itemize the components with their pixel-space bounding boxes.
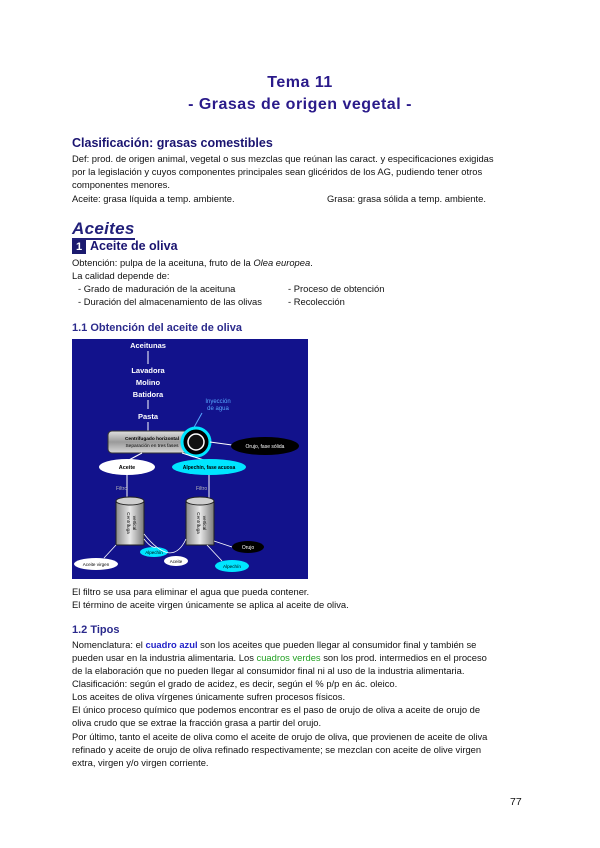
tipos-heading: 1.2 Tipos (72, 624, 120, 636)
tipos-line: Por último, tanto el aceite de oliva como el aceite de orujo de oliva, que provienen de aceite de oliva (72, 731, 488, 742)
alpechin-small-label: Alpechín (145, 550, 163, 555)
cylinder-top (186, 497, 214, 505)
factor-item: - Duración del almacenamiento de las olivas (78, 296, 262, 307)
grasa-definition: Grasa: grasa sólida a temp. ambiente. (327, 193, 486, 204)
aceite-virgen-note: El término de aceite virgen únicamente se aplica al aceite de oliva. (72, 599, 349, 610)
centrifuga-label: vertical (202, 515, 207, 531)
tipos-line: refinado y aceite de orujo de oliva refinado respectivamente; se mezclan con aceite de olive virgen (72, 744, 482, 755)
orujo-small-label: Orujo (241, 545, 255, 551)
aceite-oliva-heading: Aceite de oliva (90, 239, 178, 253)
centrifugado-label: Centrifugado horizontal (124, 437, 180, 442)
flow-arrow (210, 442, 232, 445)
factor-item: - Grado de maduración de la aceituna (78, 283, 236, 294)
centrifuga-label: Centrífuga (196, 512, 201, 534)
filtro-label: Filtro (196, 486, 208, 492)
alpechin-bottom-label: Alpechín (223, 564, 241, 569)
section-number-badge: 1 (72, 240, 86, 254)
aceites-heading: Aceites (72, 219, 135, 238)
step-pasta: Pasta (137, 412, 159, 421)
inyeccion-label: Inyección (205, 399, 231, 405)
step-lavadora: Lavadora (131, 366, 165, 375)
alpechin-node-label: Alpechín, fase acuosa (182, 465, 236, 471)
process-diagram-svg (72, 339, 308, 579)
tipos-line: oliva crudo que se extrae la fracción grasa a partir del orujo. (72, 717, 322, 728)
aceite-small-label: Aceite (169, 559, 183, 564)
flow-arrow (144, 539, 156, 547)
inyeccion-label: de agua (207, 406, 229, 412)
page-title: Tema 11 (267, 74, 333, 91)
flow-arrow (104, 545, 116, 558)
aceite-node-label: Aceite (118, 465, 136, 471)
factor-item: - Recolección (288, 296, 345, 307)
definition-line-3: componentes menores. (72, 179, 170, 190)
tipos-line: extra, virgen y/o virgen corriente. (72, 757, 209, 768)
step-batidora: Batidora (132, 390, 164, 399)
tipos-line: pueden usar en la industria alimentaria. Los cuadros verdes son los prod. intermedios en el proceso (72, 652, 487, 663)
tipos-line: El único proceso químico que podemos encontrar es el paso de orujo de oliva a aceite de orujo de (72, 704, 481, 715)
flow-arrow (207, 545, 222, 561)
centrifuge-core (188, 434, 204, 450)
page-subtitle: - Grasas de origen vegetal - (188, 96, 412, 113)
tipos-line: Clasificación: según el grado de acidez, es decir, según el % p/p en ác. oleico. (72, 678, 398, 689)
step-molino: Molino (135, 378, 161, 387)
centrifugado-label: Separación en tres fases (125, 444, 179, 449)
tipos-line: Los aceites de oliva vírgenes únicamente sufren procesos físicos. (72, 691, 346, 702)
step-aceitunas: Aceitunas (130, 341, 166, 350)
cylinder-top (116, 497, 144, 505)
olive-oil-process-diagram (72, 339, 308, 579)
definition-line-1: Def: prod. de origen animal, vegetal o sus mezclas que reúnan las caract. y especificaciones exigidas (72, 153, 494, 164)
factor-item: - Proceso de obtención (288, 283, 385, 294)
clasificacion-heading: Clasificación: grasas comestibles (72, 136, 273, 150)
aceite-virgen-label: Aceite virgen (82, 562, 110, 567)
orujo-fase-label: Orujo, fase sólida (245, 444, 285, 450)
centrifuga-label: Centrífuga (126, 512, 131, 534)
tipos-line: de la elaboración que no pueden llegar al consumidor final ni al uso de la industria alimentaria. (72, 665, 465, 676)
definition-line-2: por la legislación y cuyos componentes principales sean glicéridos de los AG, pudiendo tener otros (72, 166, 483, 177)
calidad-text: La calidad depende de: (72, 270, 170, 281)
filtro-note: El filtro se usa para eliminar el agua que pueda contener. (72, 586, 310, 597)
centrifuga-label: vertical (132, 515, 137, 531)
aceite-definition: Aceite: grasa líquida a temp. ambiente. (72, 193, 235, 204)
flow-arrow (214, 541, 232, 547)
obtencion-heading: 1.1 Obtención del aceite de oliva (72, 322, 242, 334)
obtencion-text: Obtención: pulpa de la aceituna, fruto de la Olea europea. (72, 257, 313, 268)
tipos-line: Nomenclatura: el cuadro azul son los aceites que pueden llegar al consumidor final y también se (72, 639, 477, 650)
filtro-label: Filtro (116, 486, 128, 492)
page-number: 77 (510, 796, 522, 808)
